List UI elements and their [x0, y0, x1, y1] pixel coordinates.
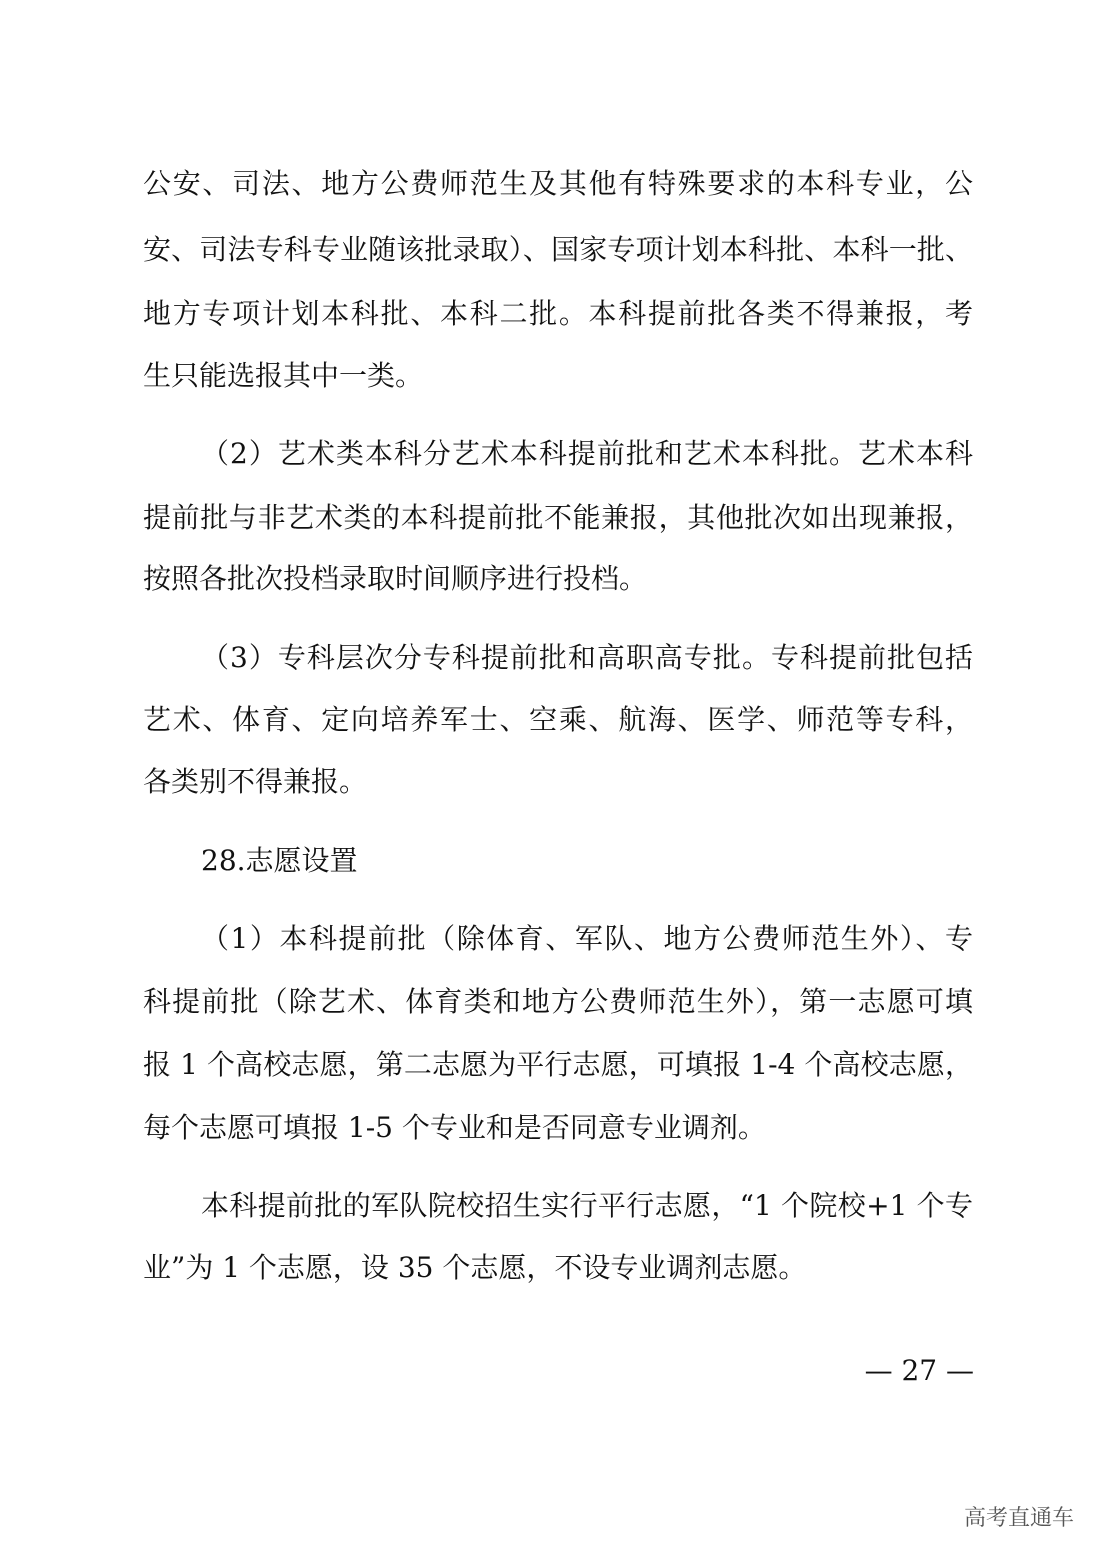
- text-line: （2）艺术类本科分艺术本科提前批和艺术本科批。艺术本科: [201, 437, 973, 470]
- watermark: 高考直通车: [963, 1506, 1074, 1531]
- text-line: （3）专科层次分专科提前批和高职高专批。专科提前批包括: [201, 641, 973, 674]
- text-line: 安、司法专科专业随该批录取）、国家专项计划本科批、本科一批、: [143, 233, 973, 266]
- text-line: 报 1 个高校志愿，第二志愿为平行志愿，可填报 1-4 个高校志愿，: [143, 1048, 973, 1081]
- page-number: — 27 —: [864, 1354, 974, 1387]
- text-line: 按照各批次投档录取时间顺序进行投档。: [143, 562, 648, 595]
- text-line: 业”为 1 个志愿，设 35 个志愿，不设专业调剂志愿。: [143, 1251, 807, 1284]
- section-heading: 28.志愿设置: [201, 844, 358, 877]
- text-line: 地方专项计划本科批、本科二批。本科提前批各类不得兼报，考: [143, 297, 973, 330]
- text-line: 每个志愿可填报 1-5 个专业和是否同意专业调剂。: [143, 1111, 766, 1144]
- text-line: 提前批与非艺术类的本科提前批不能兼报，其他批次如出现兼报，: [143, 501, 973, 534]
- text-line: 各类别不得兼报。: [143, 765, 368, 798]
- text-line: 科提前批（除艺术、体育类和地方公费师范生外），第一志愿可填: [143, 985, 973, 1018]
- text-line: 本科提前批的军队院校招生实行平行志愿，“1 个院校+1 个专: [201, 1189, 973, 1222]
- text-line: 生只能选报其中一类。: [143, 359, 424, 392]
- text-line: 公安、司法、地方公费师范生及其他有特殊要求的本科专业，公: [143, 167, 973, 200]
- text-line: （1）本科提前批（除体育、军队、地方公费师范生外）、专: [201, 922, 973, 955]
- text-line: 艺术、体育、定向培养军士、空乘、航海、医学、师范等专科，: [143, 703, 973, 736]
